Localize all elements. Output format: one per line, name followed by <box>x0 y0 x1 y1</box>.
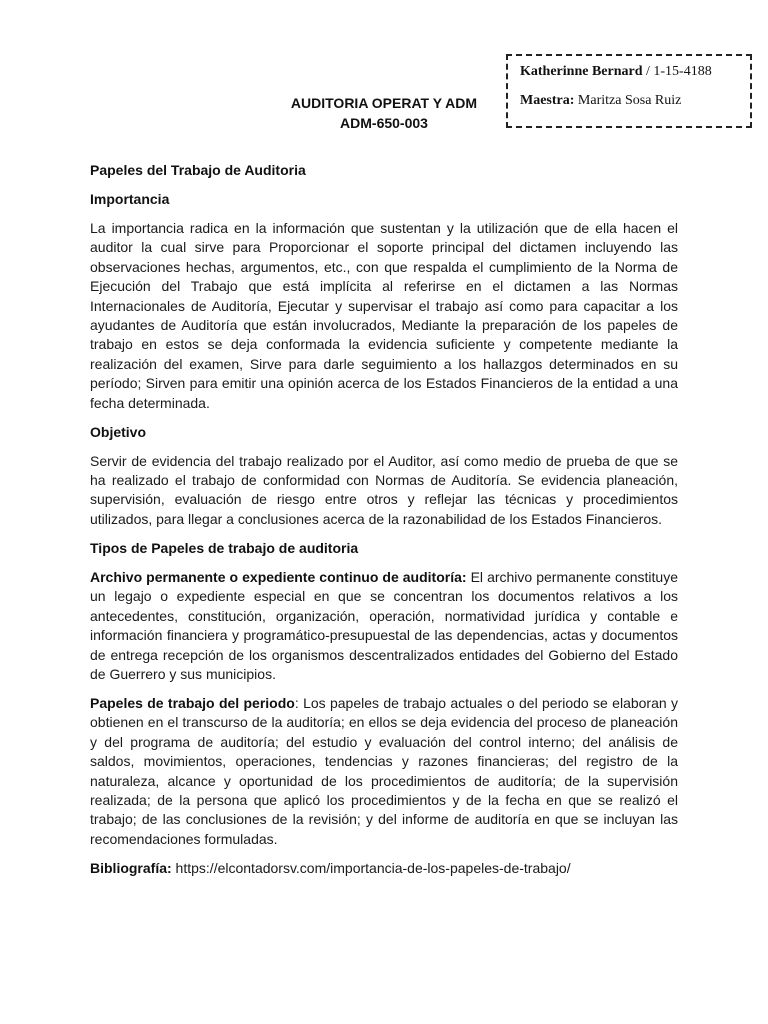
paragraph-bibliografia <box>90 859 678 878</box>
teacher-line <box>520 93 681 109</box>
section-heading-tipos: Tipos de Papeles de trabajo de auditoria <box>90 539 359 556</box>
archivo-permanente-label: Archivo permanente o expediente continuo de auditoría: <box>90 568 467 585</box>
paragraph-papeles-periodo <box>90 694 678 849</box>
paragraph-importancia: La importancia radica en la información que sustentan y la utilización que de ella hacen el auditor la cual sirve para Proporcionar el soporte principal del dictamen incluyendo las observaciones hechas, argumentos, etc., con que respalda el cumplimiento de la Norma de Ejecución del Trabajo que está implícita al referirse en el dictamen a las Normas Internacionales de Auditoría, Ejecutar y supervisar el trabajo así como para capacitar a los ayudantes de Auditoría que están involucrados, Mediante la preparación de los papeles de trabajo en estos se deja conformada la evidencia suficiente y competente mediante la realización del examen, Sirve para darle seguimiento a los hallazgos determinados en su período; Sirven para emitir una opinión acerca de los Estados Financieros de la entidad a una fecha determinada. <box>90 220 678 411</box>
bibliografia-url: https://elcontadorsv.com/importancia-de-los-papeles-de-trabajo/ <box>171 859 571 876</box>
archivo-permanente-text: El archivo permanente constituye un legajo o expediente especial en que se concentran los documentos relativos a los antecedentes, constitución, organización, operación, normatividad jurídica y contable e información financiera y programático-presupuestal de las dependencias, actas y documentos de entrega recepción de los organismos descentralizados entidades del Gobierno del Estado de Guerrero y sus municipios. <box>90 568 679 682</box>
bibliografia-label: Bibliografía: <box>90 859 172 876</box>
section-heading-objetivo: Objetivo <box>90 423 147 440</box>
teacher-name: Maritza Sosa Ruiz <box>574 93 682 108</box>
author-separator: / <box>642 64 654 79</box>
document-title: Papeles del Trabajo de Auditoria <box>90 162 306 178</box>
document-body <box>90 161 678 888</box>
teacher-label: Maestra: <box>520 93 575 108</box>
course-title: AUDITORIA OPERAT Y ADM <box>290 95 478 111</box>
papeles-periodo-label: Papeles de trabajo del periodo <box>90 694 295 711</box>
student-id: 1-15-4188 <box>653 64 712 79</box>
author-line <box>520 64 712 80</box>
paragraph-archivo-permanente <box>90 568 678 684</box>
paragraph-objetivo: Servir de evidencia del trabajo realizado por el Auditor, así como medio de prueba de que se ha realizado el trabajo de conformidad con Normas de Auditoría. Se evidencia planeación, supervisión, evaluación de riesgo entre otros y reflejar las técnicas y procedimientos utilizados, para llegar a conclusiones acerca de la razonabilidad de los Estados Financieros. <box>90 452 678 527</box>
papeles-periodo-text: : Los papeles de trabajo actuales o del periodo se elaboran y obtienen en el transcurso de la auditoría; en ellos se deja evidencia del proceso de planeación y del programa de auditoría; del estudio y evaluación del control interno; del análisis de saldos, movimientos, operaciones, tendencias y razones financieras; del registro de la naturaleza, alcance y oportunidad de los procedimientos de auditoría; de la supervisión realizada; de la persona que aplicó los procedimientos y de la fecha en que se realizó el trabajo; de las conclusiones de la revisión; y del informe de auditoría en que se incluyan las recomendaciones formuladas. <box>90 694 678 847</box>
course-code: ADM-650-003 <box>340 115 428 131</box>
author-name: Katherinne Bernard <box>520 64 643 79</box>
section-heading-importancia: Importancia <box>90 191 170 207</box>
author-info-box <box>506 54 752 128</box>
